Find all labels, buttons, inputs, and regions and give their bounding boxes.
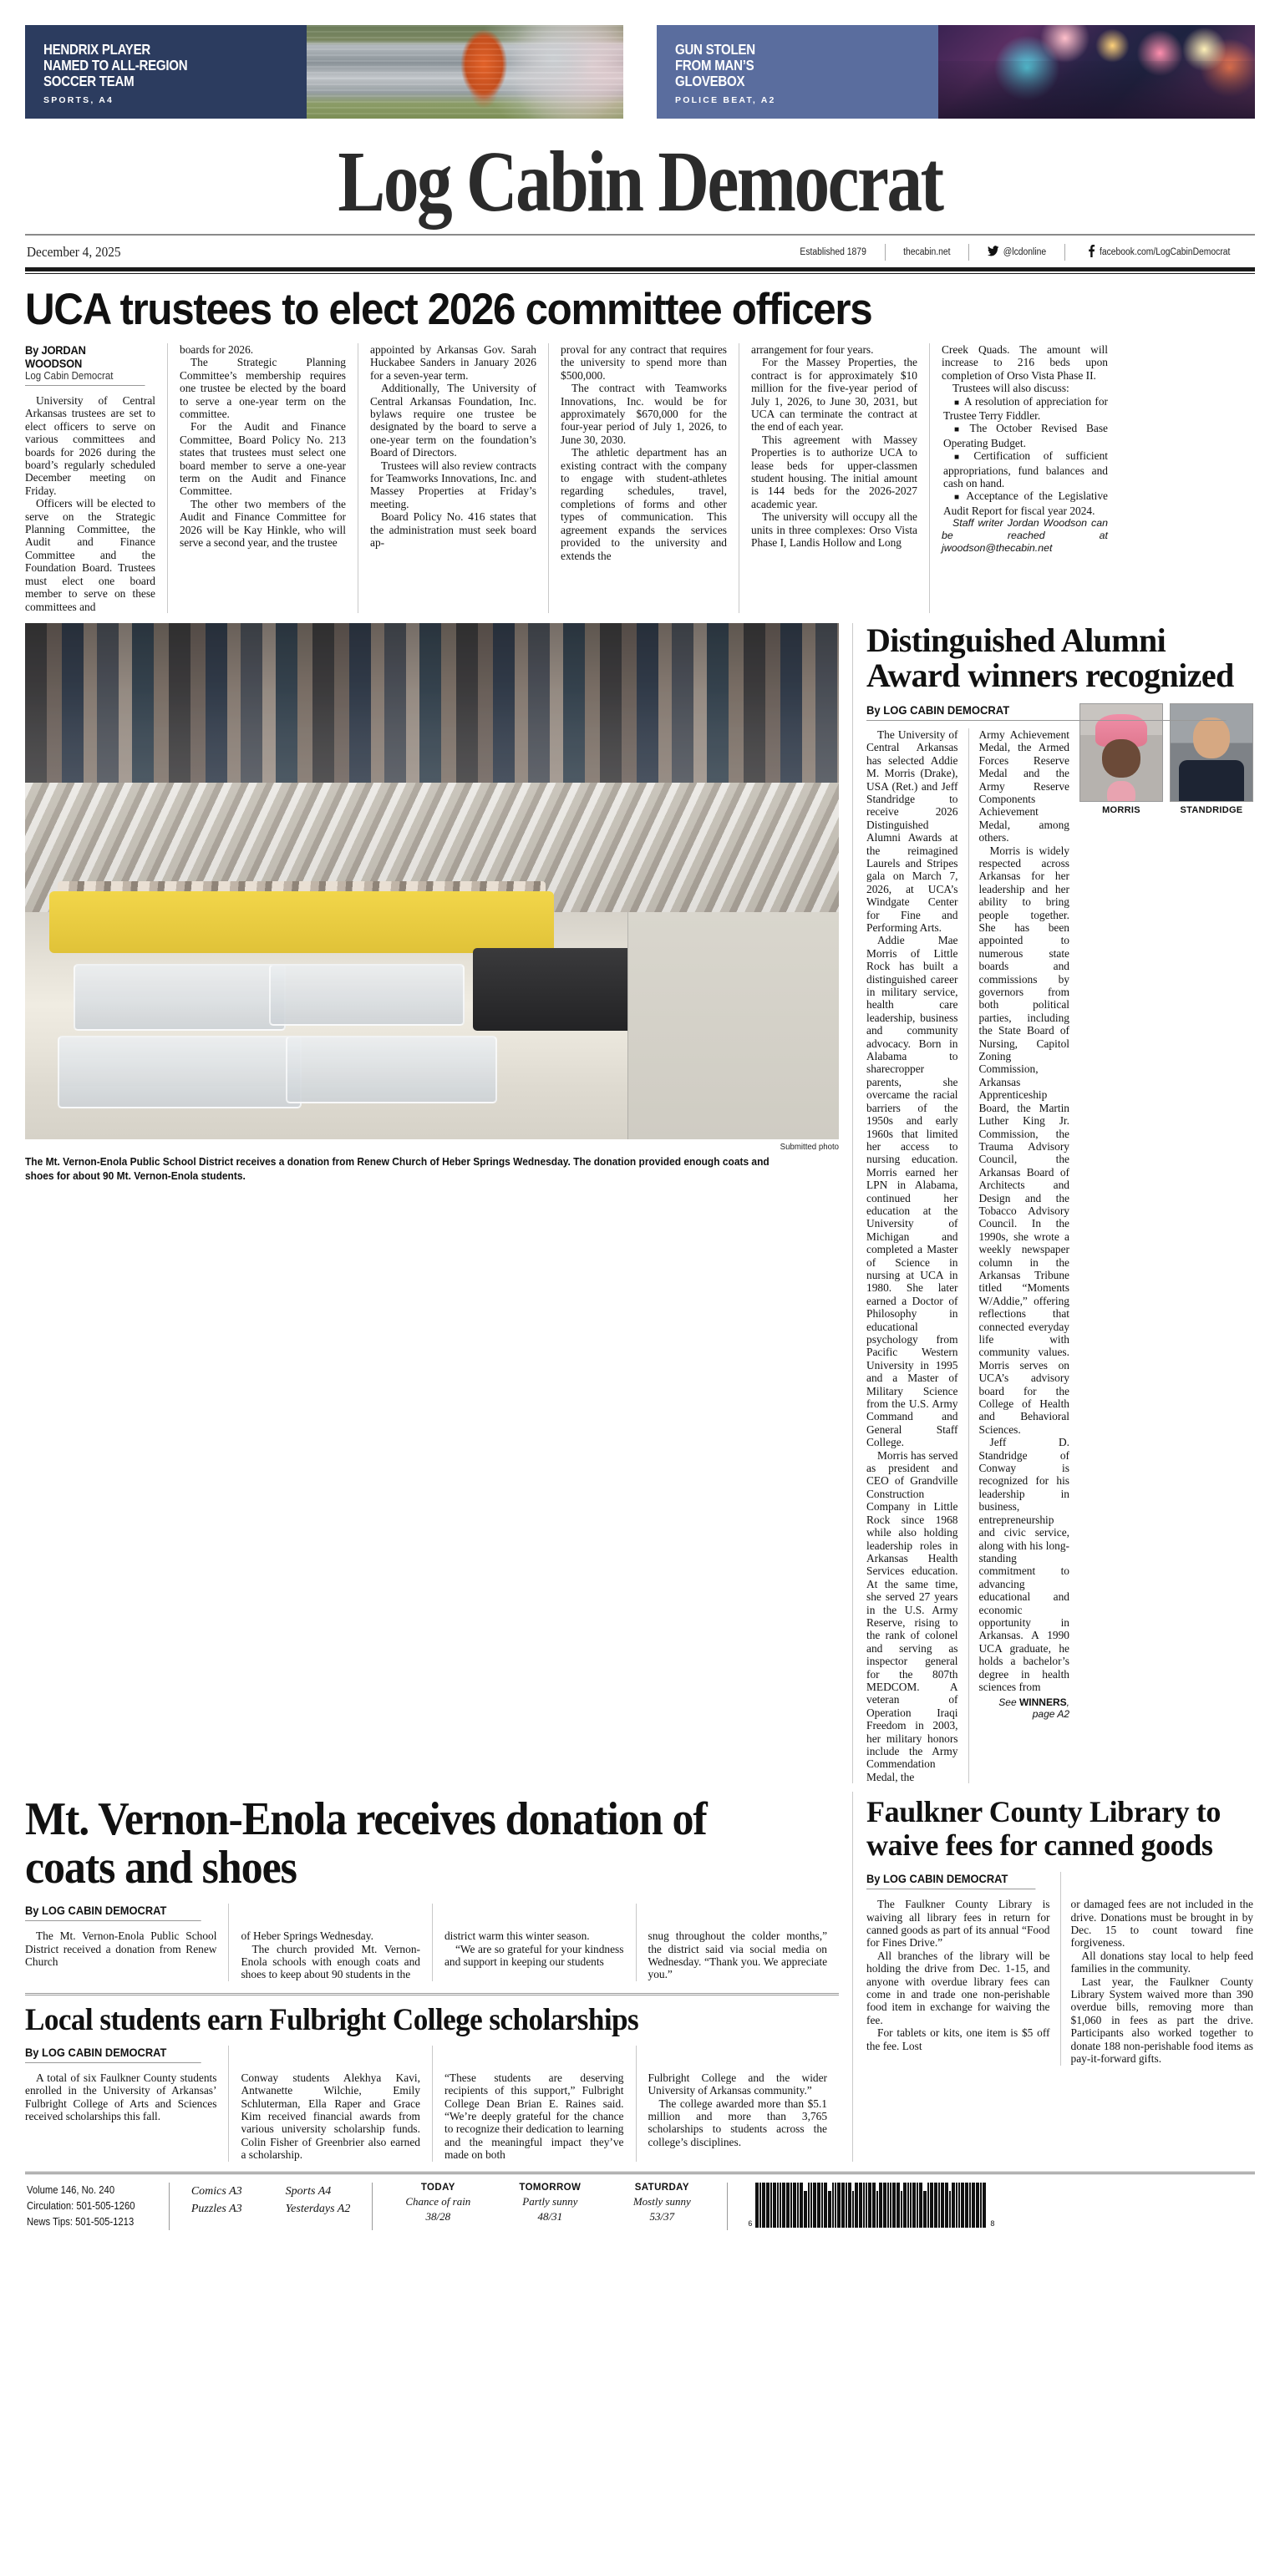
website-link[interactable]: thecabin.net: [903, 247, 951, 257]
alumni-para: Jeff D. Standridge of Conway is recognized for his leadership in business, entrepreneurship and civic service, along with his long-standing commitment to advancing educational and economic opportunity in Arkansas. A 1990 UCA graduate, he holds a bachelor’s degree in health sciences from: [978, 1436, 1069, 1693]
mid-section: [25, 623, 1255, 1783]
photo-block: [25, 623, 852, 1783]
lead-para: Officers will be elected to serve on the Strategic Planning Committee, the Audit and Finance Committee and the Foundation Board. Trustees must elect one board member to serve on these committees and: [25, 497, 155, 613]
weather-condition: Partly sunny: [522, 2194, 578, 2208]
weather-day-label: SATURDAY: [634, 2182, 689, 2193]
fulbright-column-2: [228, 2046, 432, 2162]
volume-number: Volume 146, No. 240: [27, 2183, 115, 2196]
weather-temps: 53/37: [649, 2209, 675, 2223]
header-thin-rule: [25, 273, 1255, 274]
footer-index-2: [264, 2183, 373, 2218]
mtvernon-column-3: [432, 1904, 636, 1981]
teaser-sports-line-3: SOCCER TEAM: [43, 73, 135, 89]
mtvernon-byline: By LOG CABIN DEMOCRAT: [25, 1904, 201, 1921]
fulbright-columns: [25, 2046, 839, 2162]
lead-bullet: ■ A resolution of appreciation for Trustee Terry Fiddler.: [942, 395, 1108, 423]
police-car-lights-photo: [938, 25, 1255, 119]
library-para: Last year, the Faulkner County Library System waived more than 390 overdue bills, removing more than $1,060 in fees as part the drive. Participants also worked together to donate 188 non-perishable food items as pay-it-forward gifts.: [1070, 1975, 1253, 2066]
header-thick-rule: [25, 267, 1255, 271]
jump-see-label: See: [998, 1696, 1017, 1709]
divider: [885, 244, 886, 261]
jump-line[interactable]: [979, 1696, 1070, 1720]
lower-section: [25, 1792, 1255, 2161]
fulbright-column-1: [25, 2046, 228, 2162]
mtvernon-para: snug throughout the colder months,” the district said via social media on Wednesday. “Thank you. We appreciate you.”: [648, 1929, 828, 1981]
fulbright-para: Fulbright College and the wider University of Arkansas community.”: [648, 2071, 828, 2097]
mtvernon-para: of Heber Springs Wednesday.: [241, 1929, 373, 1943]
lead-para: The contract with Teamworks Innovations, Inc. would be for approximately $670,000 for the four-year period of July 1, 2026, to June 30, 2030.: [561, 382, 727, 446]
twitter-link[interactable]: [974, 246, 1060, 259]
mtvernon-headline: Mt. Vernon-Enola receives donation of coats and shoes: [25, 1793, 707, 1894]
mtvernon-column-1: [25, 1904, 228, 1981]
fulbright-headline: Local students earn Fulbright College scholarships: [25, 2002, 639, 2037]
barcode-right-digit: 8: [990, 2219, 995, 2228]
library-columns: [866, 1872, 1253, 2065]
lead-para: Trustees will also discuss:: [952, 382, 1069, 395]
library-byline: By LOG CABIN DEMOCRAT: [866, 1872, 1035, 1889]
lead-para: proval for any contract that requires the university to spend more than $500,000.: [561, 343, 727, 382]
index-comics[interactable]: Comics A3: [190, 2184, 242, 2198]
alumni-story: [852, 623, 1253, 1783]
teaser-sports-text: [25, 25, 307, 119]
lead-para: The other two members of the Audit and Finance Committee for 2026 will be Kay Hinkle, who will serve a second year, and the trustee: [180, 497, 346, 550]
lead-bullet: ■ Acceptance of the Legislative Audit Report for fiscal year 2024.: [942, 489, 1108, 517]
lead-para: Board Policy No. 416 states that the administration must seek board ap-: [370, 510, 536, 550]
mtvernon-para: “We are so grateful for your kindness and support in keeping our students: [444, 1942, 624, 1969]
lead-para: arrangement for four years.: [751, 343, 874, 356]
weather-temps: 48/31: [537, 2209, 563, 2223]
publication-date: December 4, 2025: [27, 244, 121, 260]
weather-forecast: [373, 2183, 727, 2224]
alumni-byline: By LOG CABIN DEMOCRAT: [866, 703, 1227, 721]
alumni-para: Morris is widely respected across Arkansas for her leadership and her ability to bring people together. She has been appointed to numerous state boards and commissions by governors from both political parties, including the State Board of Nursing, Capitol Zoning Commission, Arkansas Apprenticeship Board, the Martin Luther King Jr. Commission, the Trauma Advisory Council, the Arkansas Board of Architects and Design and the Tobacco Advisory Council. In the 1990s, she wrote a weekly newspaper column in the Arkansas Tribune titled “Moments W/Addie,” offering reflections that connected everyday life with community values. Morris serves on UCA’s advisory board for the College of Health and Behavioral Sciences.: [978, 844, 1069, 1436]
weather-day-saturday: [618, 2183, 705, 2224]
upc-barcode: [728, 2183, 994, 2228]
lead-signoff: Staff writer Jordan Woodson can be reached at jwoodson@thecabin.net: [942, 517, 1108, 555]
teaser-police-text: [657, 25, 938, 119]
library-para: For tablets or kits, one item is $5 off the fee. Lost: [866, 2026, 1050, 2052]
jump-target: WINNERS: [1018, 1696, 1067, 1709]
fulbright-para: Conway students Alekhya Kavi, Antwanette Wilchie, Emily Schluterman, Ella Raper and Grace Kim received financial awards from various university scholarship funds. Colin Fisher of Greenbrier also earned a scholarship.: [241, 2071, 420, 2162]
masthead: [25, 117, 1255, 230]
facebook-url: facebook.com/LogCabinDemocrat: [1100, 247, 1231, 257]
lead-story-columns: [25, 343, 1255, 613]
section-rule: [25, 1993, 839, 1995]
coat-shoe-donation-photo: [25, 623, 839, 1139]
alumni-para: The University of Central Arkansas has selected Addie M. Morris (Drake), USA (Ret.) and Jeff Standridge to receive 2026 Distinguished Alumni Awards at the reimagined Laurels and Stripes gala on March 7, 2026, at UCA’s Windgate Center for Fine and Performing Arts.: [866, 728, 958, 934]
lead-column-1: [25, 343, 167, 613]
alumni-columns: [866, 728, 1069, 1783]
photo-credit: Submitted photo: [780, 1141, 839, 1152]
alumni-column-2: [968, 728, 1070, 1783]
mtvernon-column-2: [228, 1904, 432, 1981]
lead-para: For the Audit and Finance Committee, Board Policy No. 213 states that trustees must select one board member to serve a one-year term on the Audit and Finance Committee.: [180, 420, 346, 498]
teaser-police[interactable]: [657, 25, 1255, 119]
lead-byline-org: Log Cabin Democrat: [25, 370, 145, 386]
alumni-para: Addie Mae Morris of Little Rock has built a distinguished career in military service, health care leadership, business and community advocacy. Born in Alabama to sharecropper parents, she overcame the racial barriers of the 1950s and early 1960s that limited her access to nursing education. Morris earned her LPN in Alabama, continued her education at the University of Michigan and completed a Master of Science in nursing at UCA in 1980. She later earned a Doctor of Philosophy in educational psychology from Pacific Western University in 1995 and a Master of Military Science from the U.S. Army Command and General Staff College.: [866, 934, 958, 1449]
lead-column-5: [739, 343, 929, 613]
facebook-icon: [1089, 245, 1095, 260]
mtvernon-para: district warm this winter season.: [444, 1929, 590, 1943]
circulation-phone[interactable]: Circulation: 501-505-1260: [27, 2199, 135, 2212]
lead-para: boards for 2026.: [180, 343, 254, 356]
teaser-sports-line-1: HENDRIX PLAYER: [43, 41, 150, 58]
teaser-sports-line-2: NAMED TO ALL-REGION: [43, 57, 188, 74]
library-para: All branches of the library will be holding the drive from Dec. 1-15, and anyone with overdue library fees can come in and trade one non-perishable food item in exchange for waiving the fee.: [866, 1949, 1050, 2026]
library-column-1: [866, 1872, 1060, 2065]
mtvernon-column-4: [636, 1904, 840, 1981]
lead-para: The university will occupy all the units in three complexes: Orso Vista Phase I, Landis Hollow and Long: [751, 510, 917, 550]
lead-column-2: [167, 343, 358, 613]
divider: [1064, 244, 1065, 261]
mtvernon-para: The church provided Mt. Vernon-Enola schools with enough coats and shoes to keep about 90 students in the: [241, 1942, 420, 1981]
news-tips-phone[interactable]: News Tips: 501-505-1213: [27, 2215, 135, 2228]
fulbright-column-3: [432, 2046, 636, 2162]
lead-bullet: ■ Certification of sufficient appropriations, fund balances and cash on hand.: [942, 449, 1108, 489]
alumni-column-1: [866, 728, 968, 1783]
library-para: or damaged fees are not included in the drive. Donations must be brought in by Dec. 15 to count toward fine forgiveness.: [1070, 1898, 1253, 1950]
index-puzzles[interactable]: Puzzles A3: [190, 2202, 242, 2215]
fulbright-byline: By LOG CABIN DEMOCRAT: [25, 2046, 201, 2063]
mugshot-label: MORRIS: [1102, 804, 1140, 815]
weather-day-label: TOMORROW: [519, 2182, 582, 2193]
facebook-link[interactable]: [1074, 245, 1243, 260]
fulbright-para: The college awarded more than $5.1 million and more than 3,765 scholarships to students across the college’s disciplines.: [648, 2097, 828, 2148]
fulbright-para: “These students are deserving recipients of this support,” Fulbright College Dean Brian E. Raines said. “We’re deeply grateful for the chance to recognize their dedication to learning and the meaningful impact they’ve made on both: [444, 2071, 624, 2162]
twitter-icon: [988, 246, 999, 259]
weather-day-today: [394, 2183, 481, 2224]
index-sports[interactable]: Sports A4: [285, 2184, 332, 2198]
jump-page: , page A2: [1032, 1696, 1069, 1721]
divider: [968, 244, 969, 261]
mtvernon-story: [25, 1792, 852, 2161]
weather-temps: 38/28: [425, 2209, 451, 2223]
soccer-player-photo: [307, 25, 623, 119]
nameplate: Log Cabin Democrat: [338, 134, 942, 230]
library-para: All donations stay local to help feed families in the community.: [1070, 1949, 1253, 1975]
weather-condition: Chance of rain: [405, 2194, 471, 2208]
index-yesterdays[interactable]: Yesterdays A2: [285, 2202, 351, 2215]
lead-para: The athletic department has an existing contract with the company to engage with student-athletes regarding schedules, travel, completions of forms and other types of communication. This agreement expands the services provided to the university and extends the: [561, 446, 727, 562]
photo-caption: The Mt. Vernon-Enola Public School District receives a donation from Renew Church of Heber Springs Wednesday. The donation provided enough coats and shoes for about 90 Mt. Vernon-Enola students.: [25, 1154, 770, 1182]
weather-day-label: TODAY: [420, 2182, 455, 2193]
lead-byline: By JORDAN WOODSON: [25, 343, 86, 370]
lead-para: Trustees will also review contracts for Teamworks Innovations, Inc. and Massey Properties at Friday’s meeting.: [370, 459, 536, 510]
lead-bullet: ■ The October Revised Base Operating Budget.: [942, 422, 1108, 449]
lead-column-4: [548, 343, 739, 613]
alumni-para: Army Achievement Medal, the Armed Forces Reserve Medal and the Army Reserve Components Achievement Medal, among others.: [978, 728, 1069, 844]
lead-para: For the Massey Properties, the contract is for approximately $10 million for the five-year period of July 1, 2026, to June 30, 2031, but UCA can terminate the contract at the end of each year.: [751, 356, 917, 434]
teaser-sports[interactable]: [25, 25, 623, 119]
library-para: The Faulkner County Library is waiving all library fees in return for canned goods as part of its annual “Food for Fines Drive.”: [866, 1898, 1050, 1950]
mtvernon-columns: [25, 1904, 839, 1981]
weather-condition: Mostly sunny: [632, 2194, 691, 2208]
lead-para: appointed by Arkansas Gov. Sarah Huckabee Sanders in January 2026 for a seven-year term.: [370, 343, 536, 382]
established-label: Established 1879: [800, 247, 866, 257]
mugshot-label: STANDRIDGE: [1180, 804, 1243, 815]
alumni-headline: Distinguished Alumni Award winners recognized: [866, 621, 1234, 694]
library-story: [852, 1792, 1253, 2161]
footer-info: [25, 2183, 169, 2230]
lead-para: University of Central Arkansas trustees are set to elect officers to serve on various committees and boards for 2026 during the board’s regularly scheduled December meeting on Friday.: [25, 394, 155, 497]
alumni-para: Morris has served as president and CEO of Grandville Construction Company in Little Rock since 1968 while also holding leadership roles in Arkansas Health Services education. At the same time, she served 27 years in the U.S. Army Reserve, rising to the rank of colonel and serving as inspector general for the 807th MEDCOM. A veteran of Operation Iraqi Freedom in 2003, her military honors include the Army Commendation Medal, the: [866, 1448, 958, 1783]
barcode-bars: [755, 2183, 987, 2228]
lead-para: The Strategic Planning Committee’s membership requires one trustee be elected by the board to serve a one-year term on the committee.: [180, 356, 346, 421]
lead-para: Additionally, The University of Central Arkansas Foundation, Inc. bylaws require one trustee be designated by the board to serve a one-year term on the foundation’s Board of Directors.: [370, 382, 536, 459]
twitter-handle: @lcdonline: [1003, 247, 1047, 257]
fulbright-column-4: [636, 2046, 840, 2162]
teaser-police-line-2: FROM MAN’S: [675, 57, 754, 74]
lead-column-3: [358, 343, 548, 613]
mtvernon-para: The Mt. Vernon-Enola Public School District received a donation from Renew Church: [25, 1929, 217, 1969]
weather-day-tomorrow: [506, 2183, 593, 2224]
barcode-left-digit: 6: [748, 2219, 753, 2228]
lead-headline: UCA trustees to elect 2026 committee officers: [25, 285, 872, 334]
teaser-sports-kicker: SPORTS, A4: [43, 95, 114, 105]
teaser-police-line-3: GLOVEBOX: [675, 73, 745, 89]
page-footer: [25, 2172, 1255, 2230]
info-bar: [25, 236, 1255, 267]
library-headline: Faulkner County Library to waive fees for canned goods: [866, 1795, 1221, 1863]
teaser-police-line-1: GUN STOLEN: [675, 41, 755, 58]
teaser-police-kicker: POLICE BEAT, A2: [675, 95, 776, 105]
lead-para: Creek Quads. The amount will increase to 216 beds upon completion of Orso Vista Phase II.: [942, 343, 1108, 382]
lead-para: This agreement with Massey Properties is to authorize UCA to lease beds for upper-classmen student housing. The initial amount is 144 beds for the 2026-2027 academic year.: [751, 433, 917, 510]
lead-column-6: [929, 343, 1120, 613]
fulbright-para: A total of six Faulkner County students enrolled in the University of Arkansas’ Fulbright College of Arts and Sciences received scholarships this fall.: [25, 2071, 217, 2123]
teaser-row: [25, 0, 1255, 117]
library-column-2: [1060, 1872, 1254, 2065]
footer-index-1: [170, 2183, 264, 2218]
